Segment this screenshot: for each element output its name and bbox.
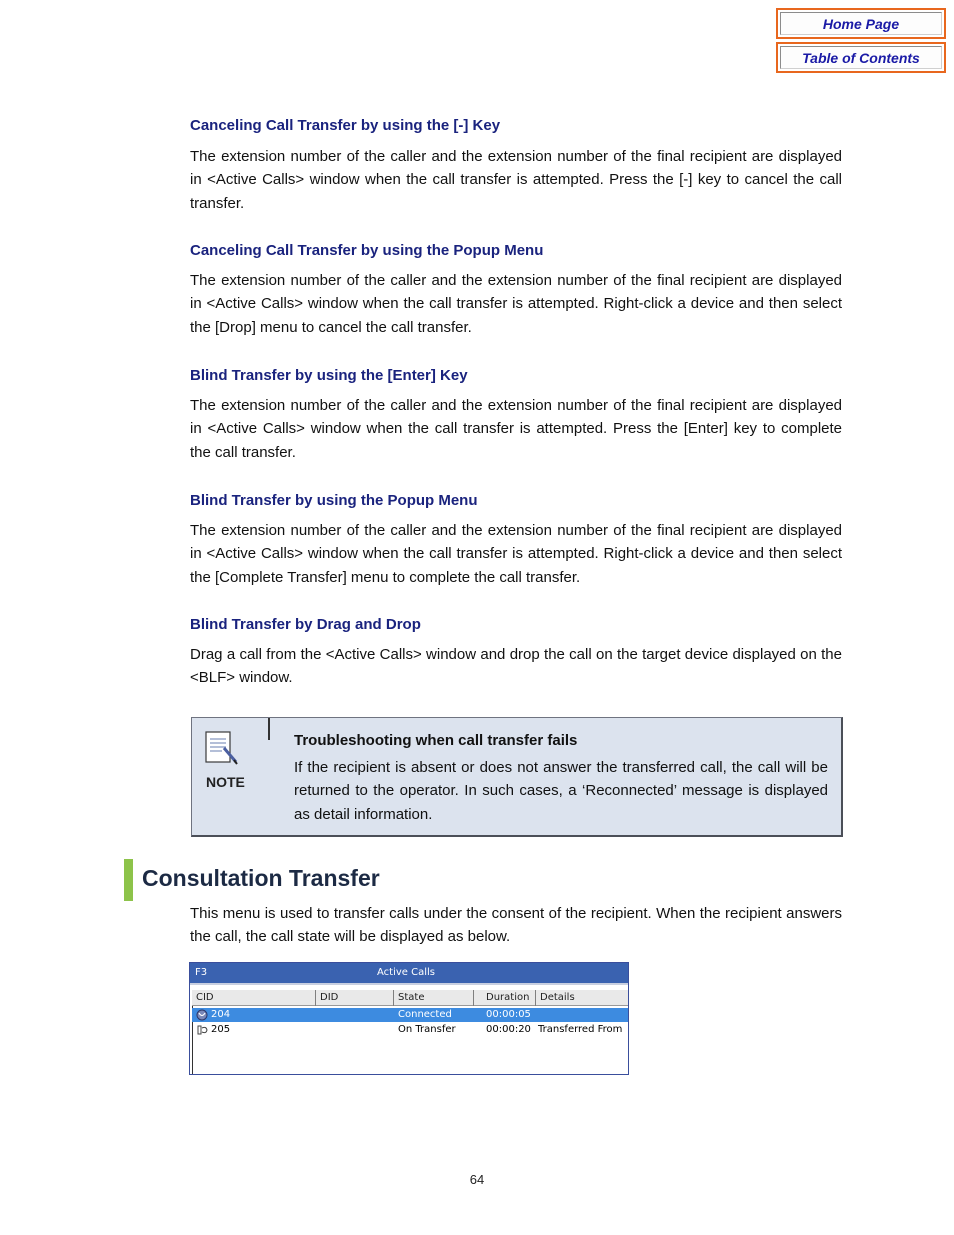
column-header-details[interactable]: Details: [540, 992, 575, 1003]
note-box: [191, 717, 843, 837]
section-heading: Canceling Call Transfer by using the [-] Key: [190, 117, 501, 134]
section-title: Consultation Transfer: [142, 865, 380, 891]
cell-cid: 205: [211, 1024, 231, 1035]
cell-state: Connected: [398, 1009, 452, 1020]
note-label: NOTE: [206, 774, 245, 790]
section-heading: Blind Transfer by using the [Enter] Key: [190, 367, 468, 384]
cell-cid: 204: [211, 1009, 231, 1020]
window-title: Active Calls: [377, 967, 435, 978]
column-header-state[interactable]: State: [394, 990, 474, 1006]
note-icon: [204, 730, 238, 766]
window-hotkey: F3: [195, 967, 208, 978]
table-of-contents-button[interactable]: [776, 42, 946, 73]
section-body: The extension number of the caller and the extension number of the final recipient are displayed in <Active Calls> window when the call transfer is attempted. Right-click a device and then select the [Complete Transfer] menu to complete the call transfer.: [190, 522, 842, 586]
section-heading: Canceling Call Transfer by using the Popup Menu: [190, 242, 544, 259]
page-number: 64: [469, 1172, 485, 1187]
cell-duration: 00:00:20: [486, 1024, 531, 1035]
table-row[interactable]: [192, 1008, 628, 1022]
table-header: [192, 989, 628, 1006]
window-titlebar: [190, 963, 628, 985]
note-divider: [268, 718, 270, 740]
section-heading: Blind Transfer by Drag and Drop: [190, 616, 421, 633]
cell-duration: 00:00:05: [486, 1009, 531, 1020]
active-calls-window: [189, 962, 629, 1075]
section-body: Drag a call from the <Active Calls> window and drop the call on the target device displayed on the <BLF> window.: [190, 646, 842, 687]
note-body: If the recipient is absent or does not answer the transferred call, the call will be returned to the operator. In such cases, a ‘Reconnected’ message is displayed as detail information.: [294, 759, 828, 823]
column-header-did[interactable]: DID: [316, 990, 394, 1006]
cell-state: On Transfer: [398, 1024, 456, 1035]
section-heading: Blind Transfer by using the Popup Menu: [190, 492, 478, 509]
section-body: The extension number of the caller and the extension number of the final recipient are displayed in <Active Calls> window when the call transfer is attempted. Press the [-] key to cancel the call transfer.: [190, 148, 842, 212]
home-page-button[interactable]: [776, 8, 946, 39]
note-title: Troubleshooting when call transfer fails: [294, 732, 578, 749]
section-body: The extension number of the caller and the extension number of the final recipient are displayed in <Active Calls> window when the call transfer is attempted. Right-click a device and then select the [Drop] menu to cancel the call transfer.: [190, 272, 842, 336]
section-body: This menu is used to transfer calls under the consent of the recipient. When the recipient answers the call, the call state will be displayed as below.: [190, 905, 842, 946]
cell-details: Transferred From: [538, 1024, 623, 1035]
phone-transfer-icon: [196, 1024, 209, 1041]
home-page-label: Home Page: [780, 12, 942, 35]
table-row[interactable]: [192, 1023, 628, 1037]
column-header-duration[interactable]: Duration: [474, 990, 536, 1006]
section-accent-bar: [124, 859, 133, 901]
section-body: The extension number of the caller and the extension number of the final recipient are displayed in <Active Calls> window when the call transfer is attempted. Press the [Enter] key to complete the call transfer.: [190, 397, 842, 461]
table-of-contents-label: Table of Contents: [780, 46, 942, 69]
column-header-cid[interactable]: CID: [192, 990, 316, 1006]
